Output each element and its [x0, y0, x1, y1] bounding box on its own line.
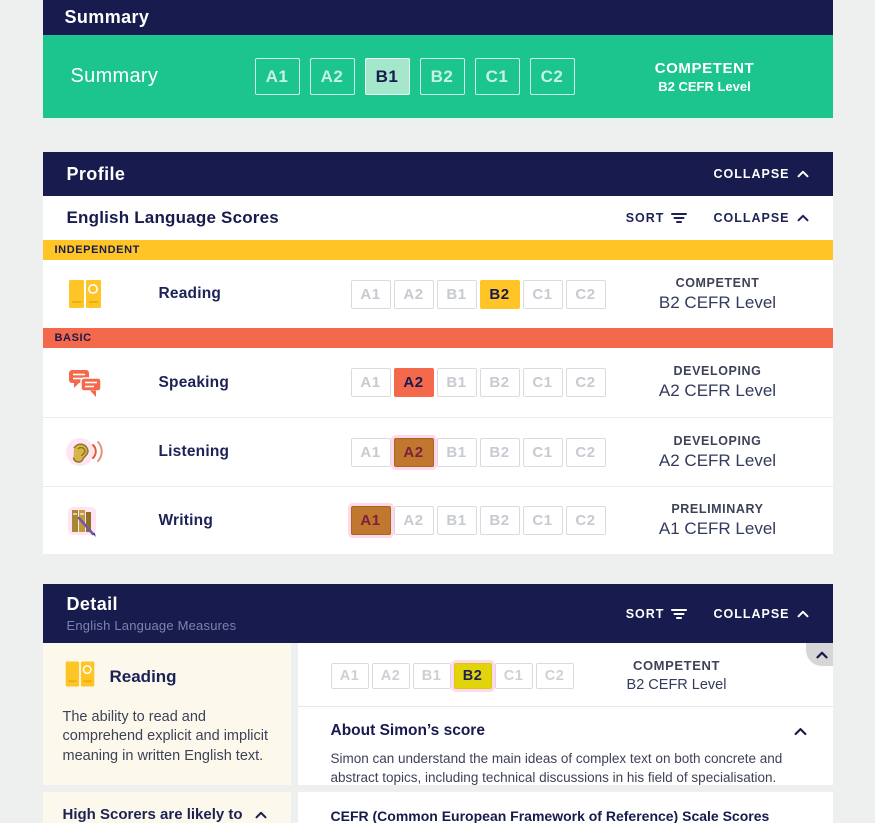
cefr-box-c2: C2 [566, 280, 606, 309]
cefr-box-c1: C1 [523, 438, 563, 467]
skill-status [623, 434, 813, 471]
cefr-box-a1-selected: A1 [351, 506, 391, 535]
chevron-up-icon [797, 610, 809, 618]
reading-icon [63, 277, 107, 311]
scores-subheader [43, 196, 833, 240]
cefr-box-b2: B2 [480, 506, 520, 535]
level-label: A2 CEFR Level [658, 450, 777, 470]
speaking-cefr-scale [351, 368, 606, 397]
status-label: DEVELOPING [673, 364, 762, 378]
cefr-box-a1: A1 [331, 663, 369, 689]
summary-section-header [43, 0, 833, 35]
summary-cefr-scale [255, 58, 575, 95]
detail-skill-name: Reading [109, 666, 177, 686]
skill-status [623, 364, 813, 401]
chevron-up-icon [797, 170, 809, 178]
cefr-box-b2-selected: B2 [454, 663, 492, 689]
cefr-box-b1: B1 [437, 280, 477, 309]
high-scorers-panel [43, 792, 291, 823]
section-spacer [43, 118, 833, 152]
cefr-box-c1: C1 [495, 663, 533, 689]
cefr-box-a1: A1 [351, 280, 391, 309]
high-scorers-title: High Scorers are likely to [62, 806, 243, 823]
cefr-box-c1: C1 [475, 58, 520, 95]
cefr-box-b1: B1 [437, 506, 477, 535]
reading-icon [63, 658, 97, 695]
status-label: COMPETENT [675, 275, 760, 290]
level-label: B2 CEFR Level [626, 677, 727, 693]
listening-icon [63, 434, 107, 470]
cefr-box-a2: A2 [394, 506, 434, 535]
cefr-box-c1: C1 [523, 506, 563, 535]
skill-name: Listening [158, 443, 230, 460]
skill-name: Reading [158, 285, 222, 302]
band-label: BASIC [54, 332, 92, 344]
scores-sort-button[interactable] [626, 211, 688, 225]
about-score-title: About Simon’s score [330, 722, 485, 739]
detail-sort-button[interactable] [626, 607, 688, 621]
sort-label: SORT [625, 606, 665, 621]
detail-body [43, 643, 833, 823]
skill-status [623, 502, 813, 539]
skill-row-reading [43, 260, 833, 328]
collapse-label: COLLAPSE [713, 606, 790, 621]
about-collapse-button[interactable] [794, 727, 807, 736]
cefr-box-b2: B2 [480, 438, 520, 467]
summary-header-title: Summary [64, 7, 150, 27]
cefr-box-b2: B2 [480, 368, 520, 397]
summary-status [605, 60, 805, 94]
cefr-box-b2-selected: B2 [480, 280, 520, 309]
cefr-box-c2: C2 [566, 506, 606, 535]
cefr-box-c2: C2 [530, 58, 575, 95]
cefr-box-b2: B2 [420, 58, 465, 95]
detail-header-title: Detail [66, 594, 118, 614]
cefr-box-c2: C2 [566, 438, 606, 467]
summary-banner [43, 35, 833, 118]
chevron-up-icon [797, 214, 809, 222]
cefr-box-a1: A1 [255, 58, 300, 95]
detail-skill-panel [43, 643, 291, 785]
skill-name: Speaking [158, 373, 230, 391]
detail-collapse-button[interactable] [713, 607, 808, 621]
skill-status [623, 276, 813, 313]
summary-banner-title: Summary [70, 65, 159, 87]
cefr-box-a2: A2 [372, 663, 410, 689]
band-label: INDEPENDENT [54, 244, 140, 256]
band-independent [43, 240, 833, 260]
cefr-scale-title: CEFR (Common European Framework of Reference) Scale Scores [330, 808, 770, 823]
cefr-box-a2: A2 [394, 280, 434, 309]
skill-row-speaking [43, 348, 833, 417]
assessment-report-page [43, 0, 833, 823]
cefr-box-a2-selected: A2 [394, 368, 434, 397]
cefr-box-a2-selected: A2 [394, 438, 434, 467]
reading-cefr-scale [351, 280, 606, 309]
writing-icon [63, 503, 107, 539]
skill-row-writing [43, 486, 833, 554]
high-scorers-collapse-button[interactable] [255, 811, 267, 819]
profile-section-header [43, 152, 833, 196]
scores-collapse-button[interactable] [713, 211, 808, 225]
profile-header-title: Profile [66, 163, 126, 184]
detail-header-subtitle: English Language Measures [66, 618, 237, 633]
level-label: B2 CEFR Level [658, 292, 777, 312]
listening-cefr-scale [351, 438, 606, 467]
level-label: A1 CEFR Level [658, 519, 777, 538]
cefr-box-b1: B1 [437, 368, 477, 397]
speaking-icon [63, 367, 107, 399]
sort-filter-icon [671, 608, 687, 620]
cefr-box-c2: C2 [566, 368, 606, 397]
summary-level-label: B2 CEFR Level [658, 78, 751, 94]
sort-filter-icon [671, 212, 687, 224]
profile-collapse-button[interactable] [713, 167, 808, 181]
cefr-box-a1: A1 [351, 438, 391, 467]
collapse-label: COLLAPSE [713, 167, 790, 181]
cefr-box-a2: A2 [310, 58, 355, 95]
about-score-text: Simon can understand the main ideas of complex text on both concrete and abstract topics, including technical discussions in his field of specialisation. [330, 751, 783, 785]
detail-skill-description: The ability to read and comprehend explicit and implicit meaning in written English text. [62, 709, 269, 764]
cefr-box-b1: B1 [413, 663, 451, 689]
cefr-scale-panel [298, 792, 833, 823]
detail-section-header [43, 584, 833, 643]
status-label: COMPETENT [632, 658, 720, 673]
cefr-box-b1: B1 [437, 438, 477, 467]
scores-title: English Language Scores [66, 208, 279, 227]
summary-status-label: COMPETENT [654, 59, 755, 77]
status-label: PRELIMINARY [671, 502, 764, 516]
detail-cefr-scale [331, 663, 574, 689]
detail-skill-status [587, 658, 767, 693]
writing-cefr-scale [351, 506, 606, 535]
status-label: DEVELOPING [673, 433, 762, 448]
cefr-box-c1: C1 [523, 368, 563, 397]
cefr-box-c1: C1 [523, 280, 563, 309]
section-spacer [43, 554, 833, 584]
cefr-box-a1: A1 [351, 368, 391, 397]
cefr-box-c2: C2 [536, 663, 574, 689]
collapse-label: COLLAPSE [713, 211, 790, 225]
band-basic [43, 328, 833, 348]
cefr-box-b1-selected: B1 [365, 58, 410, 95]
skill-name: Writing [158, 511, 213, 529]
detail-score-panel [298, 643, 833, 785]
sort-label: SORT [625, 211, 665, 225]
skill-row-listening [43, 417, 833, 486]
level-label: A2 CEFR Level [658, 381, 777, 400]
